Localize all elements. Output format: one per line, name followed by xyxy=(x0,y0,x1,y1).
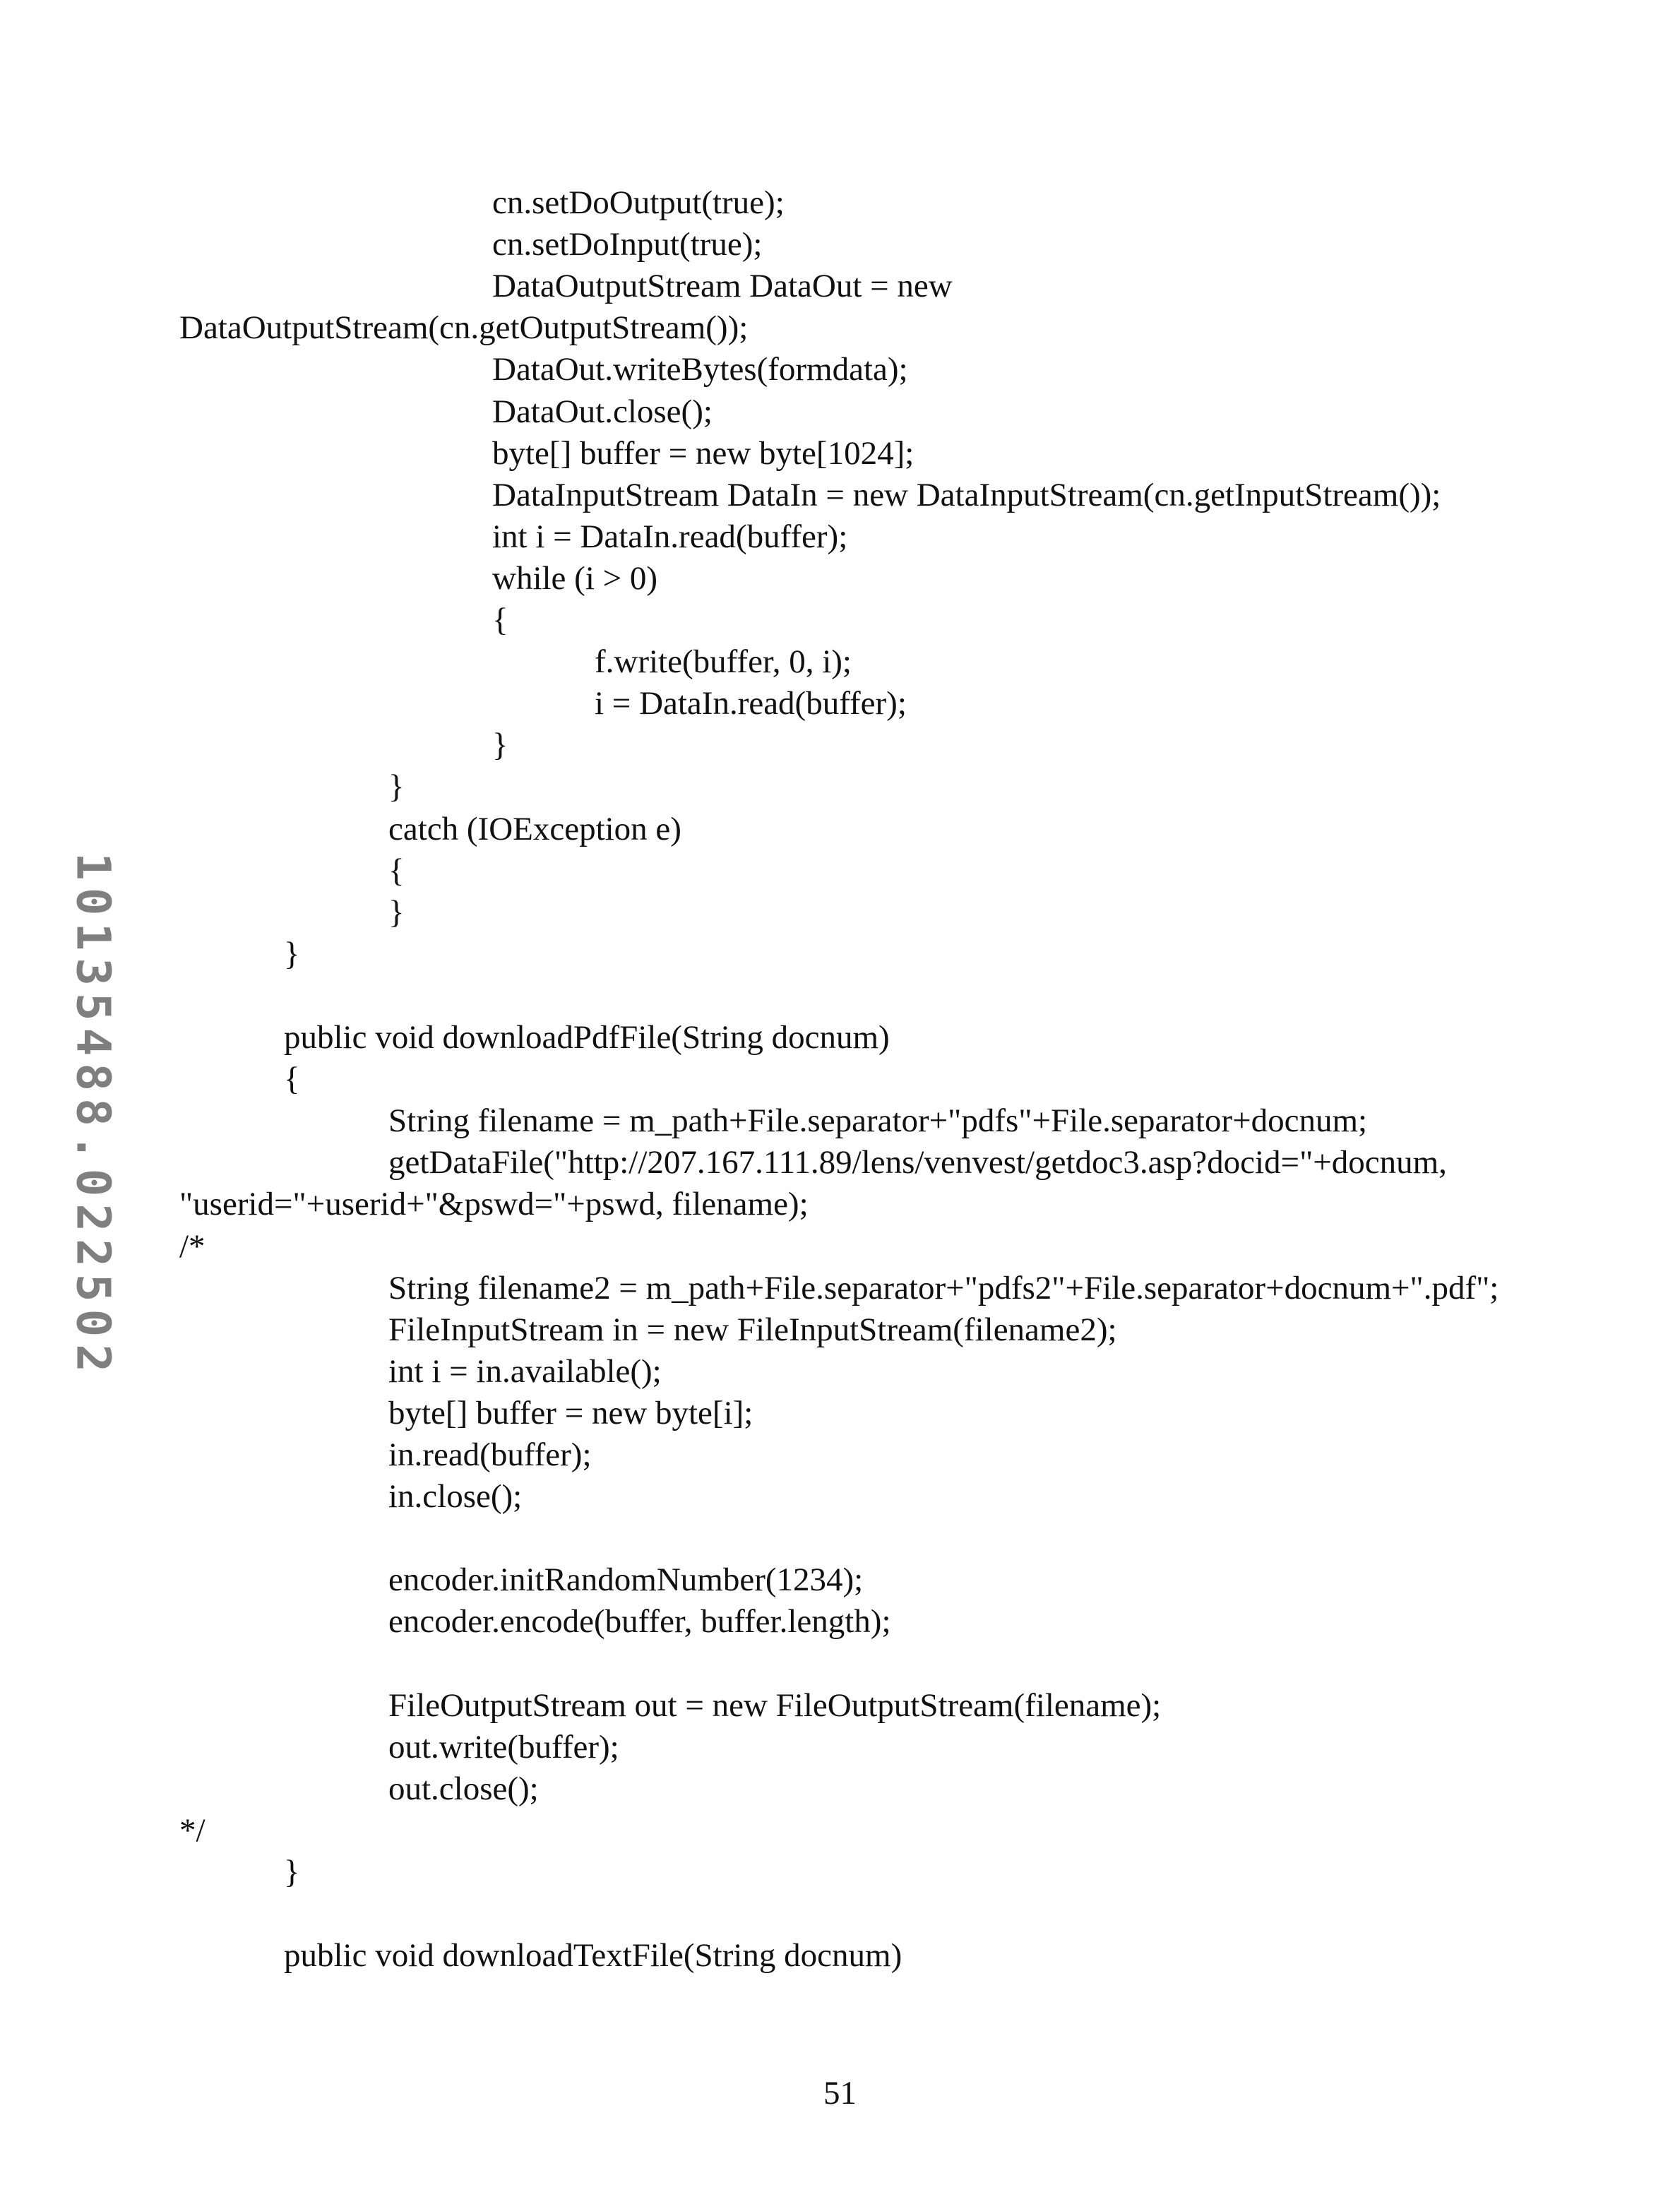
code-line: public void downloadTextFile(String docnum) xyxy=(284,1935,902,1977)
document-stamp xyxy=(65,833,121,1398)
code-line: { xyxy=(284,1059,300,1100)
code-line: } xyxy=(388,766,405,808)
code-line: byte[] buffer = new byte[1024]; xyxy=(492,433,914,475)
code-line: FileInputStream in = new FileInputStream(filename2); xyxy=(388,1309,1117,1351)
code-line: DataOut.close(); xyxy=(492,391,713,433)
code-line: } xyxy=(388,892,405,934)
code-line: } xyxy=(284,934,300,975)
code-line: out.write(buffer); xyxy=(388,1727,619,1768)
code-line: f.write(buffer, 0, i); xyxy=(595,641,852,683)
code-line: */ xyxy=(179,1810,205,1852)
code-line: { xyxy=(492,600,508,641)
code-line: { xyxy=(388,850,405,892)
code-line: cn.setDoOutput(true); xyxy=(492,182,785,224)
code-line: out.close(); xyxy=(388,1768,539,1810)
stamp-text: 10135488.022502 xyxy=(66,852,121,1379)
code-line: encoder.initRandomNumber(1234); xyxy=(388,1559,863,1601)
code-line: in.read(buffer); xyxy=(388,1434,592,1476)
code-line: catch (IOException e) xyxy=(388,809,681,850)
code-line: DataOutputStream DataOut = new xyxy=(492,266,953,307)
page-number: 51 xyxy=(0,2073,1680,2114)
code-line: } xyxy=(492,725,508,766)
code-line: } xyxy=(284,1852,300,1893)
code-line: String filename2 = m_path+File.separator+"pdfs2"+File.separator+docnum+".pdf"; xyxy=(388,1268,1499,1309)
code-line: int i = DataIn.read(buffer); xyxy=(492,516,847,558)
code-line: getDataFile("http://207.167.111.89/lens/venvest/getdoc3.asp?docid="+docnum, xyxy=(388,1142,1447,1184)
code-line: in.close(); xyxy=(388,1476,522,1518)
code-line: DataOut.writeBytes(formdata); xyxy=(492,349,908,391)
code-line: byte[] buffer = new byte[i]; xyxy=(388,1393,753,1434)
code-line: /* xyxy=(179,1226,205,1268)
code-line: DataInputStream DataIn = new DataInputStream(cn.getInputStream()); xyxy=(492,475,1441,516)
code-line: public void downloadPdfFile(String docnum) xyxy=(284,1017,890,1059)
code-line: String filename = m_path+File.separator+"pdfs"+File.separator+docnum; xyxy=(388,1100,1367,1142)
code-line: encoder.encode(buffer, buffer.length); xyxy=(388,1601,891,1643)
code-line: cn.setDoInput(true); xyxy=(492,224,762,266)
code-line: DataOutputStream(cn.getOutputStream()); xyxy=(179,307,748,349)
code-line: "userid="+userid+"&pswd="+pswd, filename); xyxy=(179,1184,809,1225)
code-line: while (i > 0) xyxy=(492,558,657,600)
code-line: FileOutputStream out = new FileOutputStream(filename); xyxy=(388,1685,1161,1727)
code-line: int i = in.available(); xyxy=(388,1351,662,1393)
code-line: i = DataIn.read(buffer); xyxy=(595,683,907,725)
